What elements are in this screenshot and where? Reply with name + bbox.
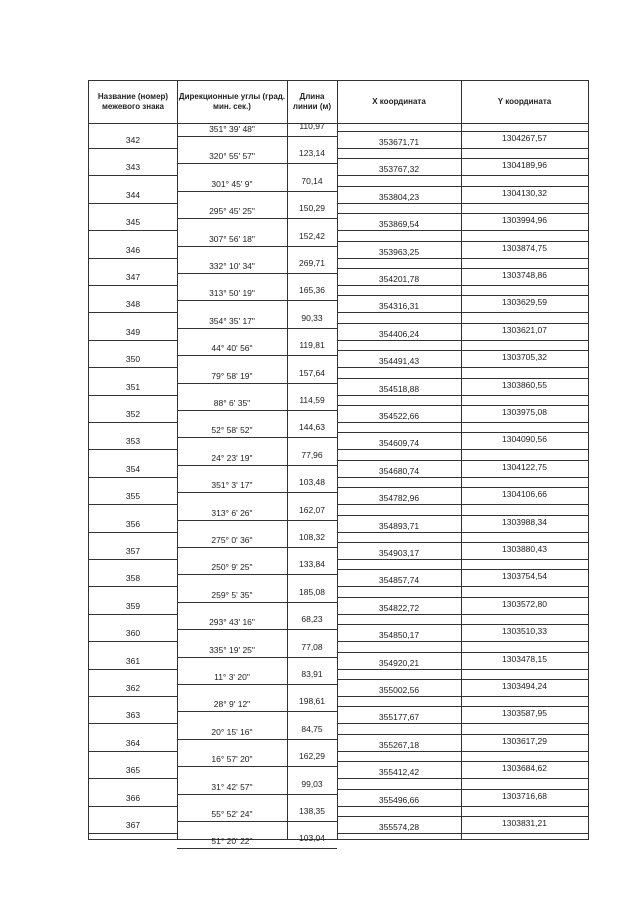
segment-row-line xyxy=(177,163,337,164)
point-name: 353 xyxy=(125,436,141,447)
point-x-coordinate: 353671,71 xyxy=(378,137,420,147)
point-x-coordinate: 354893,71 xyxy=(378,520,420,531)
point-name: 352 xyxy=(125,409,141,419)
segment-row-line xyxy=(177,355,337,356)
segment-length: 70,14 xyxy=(301,175,323,186)
point-y-coordinate: 1303478,15 xyxy=(502,653,547,664)
segment-row-line xyxy=(177,273,337,274)
point-y-coordinate: 1303754,54 xyxy=(502,571,547,582)
segment-length: 90,33 xyxy=(301,312,323,323)
segment-length: 162,07 xyxy=(299,504,325,515)
point-x-coordinate: 354518,88 xyxy=(378,383,420,394)
coord-row-line xyxy=(337,597,588,598)
segment-angle: 259° 5' 35" xyxy=(211,589,253,600)
segment-length: 269,71 xyxy=(299,258,325,268)
segment-row-line xyxy=(177,328,337,329)
coord-row-line xyxy=(337,723,588,724)
point-y-coordinate: 1303629,59 xyxy=(502,297,547,308)
segment-row-line xyxy=(177,547,337,548)
point-y-coordinate: 1303510,33 xyxy=(502,626,547,637)
point-y-coordinate: 1303975,08 xyxy=(502,407,547,417)
segment-row-line xyxy=(177,848,337,849)
point-row-line xyxy=(89,778,177,779)
segment-angle: 44° 40' 56" xyxy=(211,343,253,354)
coord-row-line xyxy=(337,532,588,533)
coord-row-line xyxy=(337,679,588,680)
coord-row-line xyxy=(337,504,588,505)
coord-row-line xyxy=(337,241,588,242)
coord-row-line xyxy=(337,669,588,670)
point-x-coordinate: 354782,96 xyxy=(378,493,420,504)
point-row-line xyxy=(89,422,177,423)
coord-row-line xyxy=(337,323,588,324)
segment-length: 108,32 xyxy=(299,532,325,542)
point-x-coordinate: 355002,56 xyxy=(378,685,420,695)
coord-row-line xyxy=(337,833,588,834)
segment-angle: 11° 3' 20" xyxy=(214,672,250,682)
segment-angle: 20° 15' 16" xyxy=(211,726,253,737)
segment-length: 144,63 xyxy=(299,422,325,433)
segment-angle: 16° 57' 20" xyxy=(211,754,253,765)
segment-row-line xyxy=(177,766,337,767)
point-y-coordinate: 1304122,75 xyxy=(502,461,547,472)
point-x-coordinate: 353963,25 xyxy=(378,246,420,257)
segment-length: 198,61 xyxy=(299,696,325,707)
segment-row-line xyxy=(177,191,337,192)
point-y-coordinate: 1303994,96 xyxy=(502,215,547,226)
segment-angle: 88° 6' 35" xyxy=(213,398,251,408)
coord-row-line xyxy=(337,230,588,231)
point-name: 355 xyxy=(125,491,141,502)
segment-row-line xyxy=(177,821,337,822)
segment-length: 133,84 xyxy=(299,559,325,570)
point-x-coordinate: 355574,28 xyxy=(378,822,420,832)
point-name: 343 xyxy=(125,162,141,173)
segment-row-line xyxy=(177,410,337,411)
segment-length: 103,04 xyxy=(299,833,325,844)
segment-length: 110,97 xyxy=(299,121,325,131)
coord-row-line xyxy=(337,734,588,735)
point-x-coordinate: 354920,21 xyxy=(378,657,420,668)
point-x-coordinate: 354822,72 xyxy=(378,602,420,613)
point-x-coordinate: 353869,54 xyxy=(378,219,420,230)
coord-row-line xyxy=(337,696,588,697)
segment-angle: 332° 10' 34" xyxy=(209,261,255,271)
point-x-coordinate: 354850,17 xyxy=(378,630,420,641)
point-name: 342 xyxy=(125,135,141,145)
segment-length: 83,91 xyxy=(301,669,323,679)
header-y-coordinate: Y координата xyxy=(497,97,552,106)
point-row-line xyxy=(89,669,177,670)
coord-row-line xyxy=(337,515,588,516)
point-name: 346 xyxy=(125,244,141,255)
point-y-coordinate: 1303621,07 xyxy=(502,324,547,335)
point-x-coordinate: 355496,66 xyxy=(378,794,420,805)
coord-row-line xyxy=(337,778,588,779)
coord-row-line xyxy=(337,378,588,379)
segment-row-line xyxy=(177,574,337,575)
point-row-line xyxy=(89,367,177,368)
segment-length: 99,03 xyxy=(301,778,323,789)
segment-angle: 351° 39' 48" xyxy=(209,124,255,134)
coord-row-line xyxy=(337,158,588,159)
point-x-coordinate: 354316,31 xyxy=(378,301,420,312)
segment-row-line xyxy=(177,465,337,466)
point-row-line xyxy=(89,751,177,752)
segment-row-line xyxy=(177,629,337,630)
coord-row-line xyxy=(337,569,588,570)
point-y-coordinate: 1304106,66 xyxy=(502,489,547,500)
coord-row-line xyxy=(337,641,588,642)
segment-row-line xyxy=(177,794,337,795)
coord-row-line xyxy=(337,624,588,625)
point-name: 362 xyxy=(125,683,141,693)
point-row-line xyxy=(89,833,177,834)
segment-length: 119,81 xyxy=(299,340,325,351)
point-x-coordinate: 354609,74 xyxy=(378,438,420,449)
point-x-coordinate: 353767,32 xyxy=(378,164,420,175)
point-name: 357 xyxy=(125,546,141,556)
segment-length: 152,42 xyxy=(299,230,325,241)
segment-length: 162,29 xyxy=(299,751,325,762)
segment-row-line xyxy=(177,739,337,740)
point-y-coordinate: 1303684,62 xyxy=(502,763,547,774)
segment-row-line xyxy=(177,218,337,219)
point-y-coordinate: 1303716,68 xyxy=(502,790,547,801)
segment-angle: 275° 0' 36" xyxy=(211,535,253,545)
segment-row-line xyxy=(177,383,337,384)
point-x-coordinate: 355267,18 xyxy=(378,739,420,750)
coord-row-line xyxy=(337,350,588,351)
header-divider xyxy=(89,123,588,124)
point-name: 361 xyxy=(125,655,141,666)
point-y-coordinate: 1304189,96 xyxy=(502,160,547,171)
coord-row-line xyxy=(337,586,588,587)
segment-length: 77,96 xyxy=(301,449,323,460)
point-row-line xyxy=(89,532,177,533)
coord-row-line xyxy=(337,285,588,286)
segment-angle: 354° 35' 17" xyxy=(209,315,255,326)
point-row-line xyxy=(89,614,177,615)
point-row-line xyxy=(89,230,177,231)
segment-row-line xyxy=(177,492,337,493)
point-row-line xyxy=(89,504,177,505)
segment-length: 68,23 xyxy=(301,614,323,625)
point-row-line xyxy=(89,696,177,697)
segment-angle: 79° 58' 19" xyxy=(211,370,253,381)
segment-angle: 51° 20' 22" xyxy=(211,836,253,847)
point-name: 351 xyxy=(125,381,141,392)
segment-angle: 31° 42' 57" xyxy=(211,781,253,792)
segment-angle: 293° 43' 16" xyxy=(209,617,255,628)
segment-row-line xyxy=(177,136,337,137)
coord-row-line xyxy=(337,340,588,341)
point-x-coordinate: 354857,74 xyxy=(378,575,420,586)
point-name: 366 xyxy=(125,792,141,803)
point-name: 344 xyxy=(125,189,141,200)
point-row-line xyxy=(89,477,177,478)
segment-length: 185,08 xyxy=(299,586,325,597)
coord-row-line xyxy=(337,460,588,461)
point-row-line xyxy=(89,258,177,259)
coord-row-line xyxy=(337,432,588,433)
point-x-coordinate: 355177,67 xyxy=(378,712,420,723)
segment-angle: 55° 52' 24" xyxy=(211,809,253,819)
segment-length: 84,75 xyxy=(301,723,323,734)
point-name: 363 xyxy=(125,710,141,721)
header-x-coordinate: X координата xyxy=(372,97,426,106)
point-name: 359 xyxy=(125,600,141,611)
segment-row-line xyxy=(177,300,337,301)
segment-angle: 52° 58' 52" xyxy=(211,425,253,436)
coord-row-line xyxy=(337,295,588,296)
point-y-coordinate: 1303874,75 xyxy=(502,242,547,253)
segment-angle: 335° 19' 25" xyxy=(209,644,255,655)
point-name: 354 xyxy=(125,463,141,474)
point-name: 365 xyxy=(125,765,141,776)
coord-row-line xyxy=(337,816,588,817)
point-row-line xyxy=(89,559,177,560)
point-y-coordinate: 1303617,29 xyxy=(502,735,547,746)
coord-row-line xyxy=(337,186,588,187)
point-name: 345 xyxy=(125,217,141,228)
segment-length: 138,35 xyxy=(299,806,325,816)
point-x-coordinate: 354680,74 xyxy=(378,465,420,476)
point-y-coordinate: 1303860,55 xyxy=(502,379,547,390)
point-row-line xyxy=(89,285,177,286)
segment-length: 165,36 xyxy=(299,285,325,296)
point-y-coordinate: 1303748,86 xyxy=(502,270,547,280)
coord-row-line xyxy=(337,395,588,396)
coord-row-line xyxy=(337,367,588,368)
point-x-coordinate: 354406,24 xyxy=(378,328,420,339)
segment-angle: 301° 45' 9" xyxy=(211,178,253,189)
point-name: 356 xyxy=(125,518,141,529)
coord-row-line xyxy=(337,175,588,176)
point-y-coordinate: 1303494,24 xyxy=(502,681,547,691)
point-row-line xyxy=(89,203,177,204)
segment-angle: 320° 55' 57" xyxy=(209,151,255,162)
point-row-line xyxy=(89,395,177,396)
coord-row-line xyxy=(337,422,588,423)
point-row-line xyxy=(89,312,177,313)
coord-row-line xyxy=(337,268,588,269)
point-x-coordinate: 354522,66 xyxy=(378,411,420,421)
point-name: 360 xyxy=(125,628,141,639)
coord-row-line xyxy=(337,258,588,259)
coord-row-line xyxy=(337,789,588,790)
point-name: 349 xyxy=(125,326,141,337)
point-y-coordinate: 1303880,43 xyxy=(502,544,547,554)
coord-row-line xyxy=(337,477,588,478)
segment-length: 103,48 xyxy=(299,477,325,488)
segment-row-line xyxy=(177,711,337,712)
header-point-name: Название (номер) межевого знака xyxy=(97,92,169,111)
coord-row-line xyxy=(337,449,588,450)
point-x-coordinate: 354903,17 xyxy=(378,548,420,558)
segment-row-line xyxy=(177,437,337,438)
coord-row-line xyxy=(337,806,588,807)
point-y-coordinate: 1303831,21 xyxy=(502,818,547,828)
point-y-coordinate: 1303988,34 xyxy=(502,516,547,527)
header-directional-angles: Дирекционные углы (град. мин. сек.) xyxy=(178,92,286,111)
header-line-length: Длина линии (м) xyxy=(292,92,332,111)
segment-angle: 307° 56' 18" xyxy=(209,233,255,244)
point-name: 347 xyxy=(125,272,141,282)
segment-row-line xyxy=(177,520,337,521)
coord-row-line xyxy=(337,652,588,653)
segment-length: 157,64 xyxy=(299,367,325,378)
segment-length: 77,08 xyxy=(301,641,323,652)
point-y-coordinate: 1303572,80 xyxy=(502,598,547,609)
point-x-coordinate: 354491,43 xyxy=(378,356,420,367)
point-row-line xyxy=(89,148,177,149)
point-name: 358 xyxy=(125,573,141,584)
segment-angle: 250° 9' 25" xyxy=(211,562,253,573)
point-y-coordinate: 1304090,56 xyxy=(502,434,547,445)
point-y-coordinate: 1303705,32 xyxy=(502,352,547,363)
coord-row-line xyxy=(337,487,588,488)
coord-row-line xyxy=(337,751,588,752)
point-x-coordinate: 353804,23 xyxy=(378,191,420,202)
coord-row-line xyxy=(337,761,588,762)
coord-row-line xyxy=(337,312,588,313)
segment-angle: 295° 45' 25" xyxy=(209,206,255,217)
segment-angle: 28° 9' 12" xyxy=(213,699,251,710)
point-row-line xyxy=(89,806,177,807)
coord-row-line xyxy=(337,148,588,149)
point-x-coordinate: 354201,78 xyxy=(378,274,420,284)
point-x-coordinate: 355412,42 xyxy=(378,767,420,778)
segment-row-line xyxy=(177,657,337,658)
segment-length: 123,14 xyxy=(299,148,325,159)
point-row-line xyxy=(89,340,177,341)
segment-length: 114,59 xyxy=(299,395,325,405)
coord-row-line xyxy=(337,405,588,406)
segment-angle: 24° 23' 19" xyxy=(211,452,253,463)
point-row-line xyxy=(89,641,177,642)
segment-row-line xyxy=(177,602,337,603)
segment-angle: 313° 6' 26" xyxy=(211,507,253,518)
point-name: 364 xyxy=(125,737,141,748)
point-row-line xyxy=(89,723,177,724)
point-name: 348 xyxy=(125,299,141,310)
coord-row-line xyxy=(337,559,588,560)
point-row-line xyxy=(89,449,177,450)
point-y-coordinate: 1304267,57 xyxy=(502,133,547,143)
point-row-line xyxy=(89,586,177,587)
segment-row-line xyxy=(177,684,337,685)
coord-row-line xyxy=(337,131,588,132)
point-y-coordinate: 1304130,32 xyxy=(502,187,547,198)
coord-row-line xyxy=(337,213,588,214)
point-name: 350 xyxy=(125,354,141,365)
segment-angle: 313° 50' 19" xyxy=(209,288,255,299)
segment-row-line xyxy=(177,246,337,247)
segment-angle: 351° 3' 17" xyxy=(211,480,253,491)
coord-row-line xyxy=(337,203,588,204)
point-row-line xyxy=(89,175,177,176)
coord-row-line xyxy=(337,542,588,543)
segment-length: 150,29 xyxy=(299,203,325,214)
coordinates-table xyxy=(88,80,589,847)
point-y-coordinate: 1303587,95 xyxy=(502,708,547,719)
coord-row-line xyxy=(337,614,588,615)
point-name: 367 xyxy=(125,820,141,830)
coord-row-line xyxy=(337,706,588,707)
